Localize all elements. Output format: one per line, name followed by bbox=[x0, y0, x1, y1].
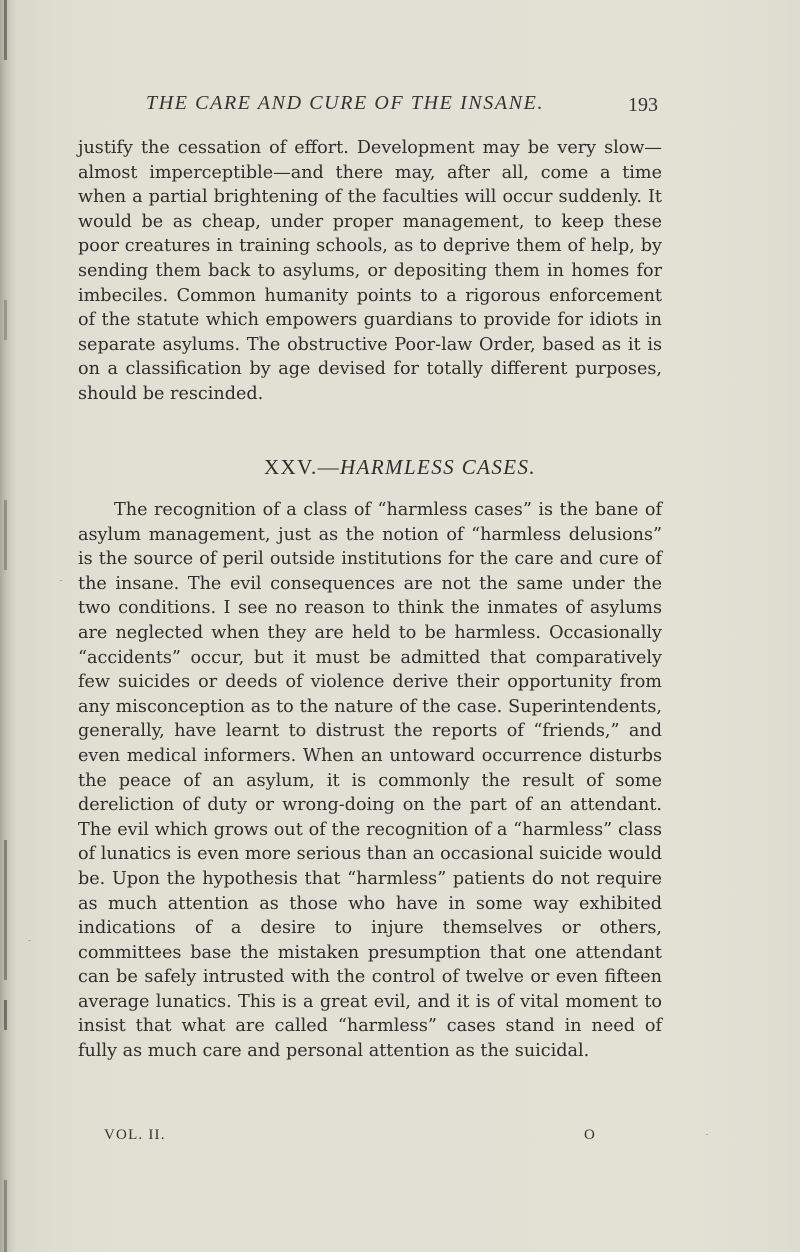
binding-shadow bbox=[4, 840, 7, 980]
binding-shadow bbox=[4, 0, 7, 60]
paper-speck bbox=[706, 1134, 708, 1135]
section-paragraph: The recognition of a class of “harmless cases” is the bane of asylum management, just as the notion of “harmless delusions” is the source of peril outside institutions for the care and cure of the insane. The evil consequences are not the same under the two conditions. I see no reason to think the inmates of asylums are neglected when they are held to be harmless. Occasionally “accidents” occur, but it must be admitted that comparatively few suicides or deeds of violence derive their opportunity from any misconception as to the nature of the case. Superintendents, generally, have learnt to distrust the reports of “friends,” and even medical informers. When an untoward occurrence disturbs the peace of an asylum, it is commonly the result of some dereliction of duty or wrong-doing on the part of an attendant. The evil which grows out of the recognition of a “harmless” class of lunatics is even more serious than an occasional suicide would be. Upon the hypothesis that “harmless” patients do not require as much attention as those who have in some way exhibited indications of a desire to injure themselves or others, committees base the mistaken presumption that one attendant can be safely intrusted with the control of twelve or even fifteen average lunatics. This is a great evil, and it is of vital moment to insist that what are called “harmless” cases stand in need of fully as much care and personal attention as the suicidal. bbox=[78, 500, 662, 1062]
page-number: 193 bbox=[628, 94, 658, 116]
signature-mark: O bbox=[584, 1127, 595, 1143]
section-title: HARMLESS CASES. bbox=[340, 455, 537, 479]
paper-speck bbox=[60, 580, 62, 581]
book-binding-edge bbox=[0, 0, 18, 1252]
page-footer bbox=[0, 1127, 800, 1151]
paper-speck bbox=[28, 940, 31, 941]
section-heading bbox=[0, 455, 800, 480]
continued-paragraph: justify the cessation of effort. Development may be very slow—almost imperceptible—and there may, after all, come a time when a partial brightening of the faculties will occur suddenly. It would be as cheap, under proper management, to keep these poor creatures in training schools, as to deprive them of help, by sending them back to asylums, or depositing them in homes for imbeciles. Common humanity points to a rigorous enforcement of the statute which empowers guardians to provide for idiots in separate asylums. The obstructive Poor-law Order, based as it is on a classification by age devised for totally different purposes, should be rescinded. bbox=[78, 138, 662, 404]
binding-shadow bbox=[4, 1000, 7, 1030]
binding-shadow bbox=[4, 300, 7, 340]
binding-shadow bbox=[4, 500, 7, 570]
page-header bbox=[0, 92, 800, 122]
running-title: THE CARE AND CURE OF THE INSANE. bbox=[146, 92, 545, 114]
section-number: XXV.— bbox=[263, 455, 341, 479]
binding-shadow bbox=[4, 1180, 7, 1252]
volume-label: VOL. II. bbox=[104, 1127, 166, 1143]
